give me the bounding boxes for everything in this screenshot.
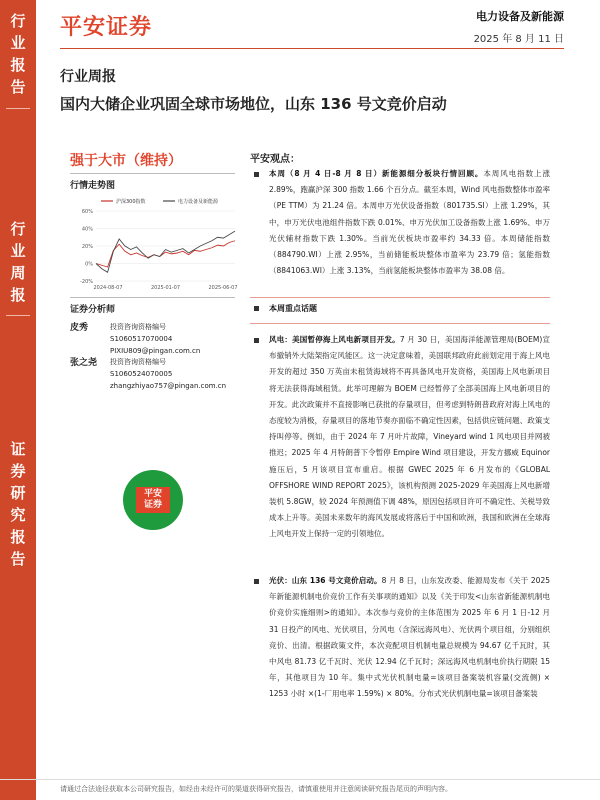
y-tick-label: 0% bbox=[85, 261, 93, 268]
bullet-icon bbox=[254, 306, 259, 311]
analyst-email[interactable]: zhangzhiyao757@pingan.com.cn bbox=[110, 382, 227, 390]
section-heading: 本周重点话题 bbox=[250, 303, 317, 314]
sidebar-label-industry-report: 行 业 报 告 bbox=[10, 12, 26, 96]
sidebar-divider bbox=[6, 315, 30, 316]
analyst-qual-label: 投资咨询资格编号 bbox=[110, 358, 166, 366]
divider bbox=[70, 173, 235, 174]
report-date: 2025 年 8 月 11 日 bbox=[473, 34, 564, 45]
chart-title: 行情走势图 bbox=[70, 181, 116, 191]
y-tick-label: -20% bbox=[80, 279, 93, 285]
paragraph-market-review bbox=[250, 166, 550, 279]
sidebar-label-weekly: 行 业 周 报 bbox=[10, 220, 26, 304]
x-tick-label: 2025-01-07 bbox=[150, 285, 181, 291]
report-type: 行业周报 bbox=[60, 69, 116, 85]
analyst-license: S1060524070005 bbox=[110, 370, 173, 378]
legend-label: 电力设备及新能源 bbox=[178, 199, 219, 205]
sidebar-label-research: 证 券 研 究 报 告 bbox=[10, 440, 26, 568]
paragraph-body: 本周风电指数上涨 2.89%，跑赢沪深 300 指数 1.66 个百分点。截至本周，Wind 风电指数整体市盈率（PE TTM）为 21.24 倍。本周申万光伏设备指数（801735.SI）上涨 1.29%，其中，申万光伏电池组件指数下跌 0.01%、申万光伏加工设备指数上涨 1.69%、申万光伏辅材指数下跌 1.30%。当前光伏板块市盈率约 34.33 倍。本周储能指数（884790.WI）上涨 2.95%，当前储能板块整体市盈率为 23.79 倍；氢能指数（8841063.WI）上涨 3.13%，当前氢能板块整体市盈率为 38.08 倍。 bbox=[269, 169, 551, 276]
market-trend-chart bbox=[70, 193, 240, 293]
bullet-icon bbox=[254, 579, 259, 584]
bullet-icon bbox=[254, 172, 259, 177]
divider bbox=[250, 297, 550, 298]
sidebar bbox=[0, 0, 36, 800]
analyst-name: 张之尧 bbox=[70, 358, 98, 368]
paragraph-lead: 光伏：山东 136 号文竞价启动。 bbox=[269, 576, 382, 585]
x-tick-label: 2024-08-07 bbox=[93, 285, 123, 291]
paragraph-lead: 风电：美国暂停海上风电新项目开发。 bbox=[269, 335, 400, 344]
analyst-email[interactable]: PIXIU809@pingan.com.cn bbox=[110, 347, 201, 355]
views-title: 平安观点： bbox=[250, 154, 300, 165]
legend-label: 沪深300指数 bbox=[116, 199, 146, 205]
paragraph-lead: 本周（8 月 4 日-8 月 8 日）新能源细分板块行情回顾。 bbox=[269, 169, 484, 178]
paragraph-wind bbox=[250, 332, 550, 543]
x-tick-label: 2025-06-07 bbox=[208, 285, 238, 291]
report-title: 国内大储企业巩固全球市场地位，山东 136 号文竞价启动 bbox=[60, 95, 447, 113]
header-divider bbox=[60, 48, 564, 49]
paragraph-body: 8 月 8 日，山东发改委、能源局发布《关于 2025 年新能源机制电价竞价工作有关事项的通知》以及《关于印发<山东省新能源机制电价竞价实施细则>的通知》。本次参与竞价的主体范围为 2025 年 6 月 1 日-12 月 31 日投产的风电、光伏项目，分风电（含深远海风电）、光伏两个项目组，分别组织竞价、出清。根据政策文件，本次竞配项目机制电量总规模为 94.67 亿千瓦时，其中风电 81.73 亿千瓦时、光伏 12.94 亿千瓦时；深远海风电机制电价执行期限 15 年，其他项目为 10 年。集中式光伏机制电量=该项目备案装机容量(交流侧) × 1253 小时 ×(1-厂用电率 1.59%) × 80%。分布式光伏机制电量=该项目备案装 bbox=[269, 576, 550, 699]
analyst-name: 皮秀 bbox=[70, 323, 89, 333]
company-logo: 平安证券 bbox=[60, 15, 153, 40]
paragraph-body: 7 月 30 日，美国海洋能源管理局(BOEM)宣布撤销外大陆架指定风能区。这一决定意味着，美国联邦政府此前划定用于海上风电开发的超过 350 万英亩未租赁海域将不再具备风电开发资格，美国海上风电新项目将无法获得海域租赁。此举可理解为 BOEM 已经暂停了全部美国海上风电新项目的开发。此次政策并不直接影响已获批的存量项目，但考虑到特朗普政府对海上风电的态度较为消极，存量项目的落地节奏亦面临不确定性因素，包括供应链问题、政策支持叫停等。例如，由于 2024 年 7 月叶片故障，Vineyard wind 1 风电项目并网被推迟；2025 年 4 月特朗普下令暂停 Empire Wind 项目建设，开发方挪威 Equinor 施压后，5 月该项目宣布重启。根据 GWEC 2025 年 6 月发布的《GLOBAL OFFSHORE WIND REPORT 2025》，该机构预测 2025-2029 年美国海上风电新增装机 5.8GW，较 2024 年预测值下调 48%，原因包括项目许可不确定性、关税导致成本上升等。美国未来数年的海风发展或将落后于中国和欧洲，我国和欧洲在全球海上风电开发上保持一定的引领地位。 bbox=[269, 335, 550, 539]
analyst-license: S1060517070004 bbox=[110, 335, 173, 343]
y-tick-label: 60% bbox=[81, 209, 93, 215]
rating: 强于大市（维持） bbox=[70, 153, 182, 169]
footer-divider bbox=[0, 779, 600, 780]
header-meta bbox=[474, 8, 564, 45]
paragraph-pv bbox=[250, 573, 550, 703]
y-tick-label: 40% bbox=[81, 226, 93, 233]
sidebar-divider bbox=[6, 108, 30, 109]
y-tick-label: 20% bbox=[81, 244, 93, 250]
divider bbox=[250, 323, 550, 324]
divider bbox=[70, 297, 235, 298]
analyst-qual-label: 投资咨询资格编号 bbox=[110, 323, 166, 331]
bullet-icon bbox=[254, 338, 259, 343]
footer-disclaimer: 请通过合法途径获取本公司研究报告，如经由未经许可的渠道获得研究报告，请慎重使用并注意阅读研究报告尾页的声明内容。 bbox=[60, 785, 452, 793]
analyst-section-title: 证券分析师 bbox=[70, 305, 116, 315]
sector-label: 电力设备及新能源 bbox=[476, 10, 564, 23]
qr-code-logo: 平安 证券 bbox=[123, 470, 183, 530]
